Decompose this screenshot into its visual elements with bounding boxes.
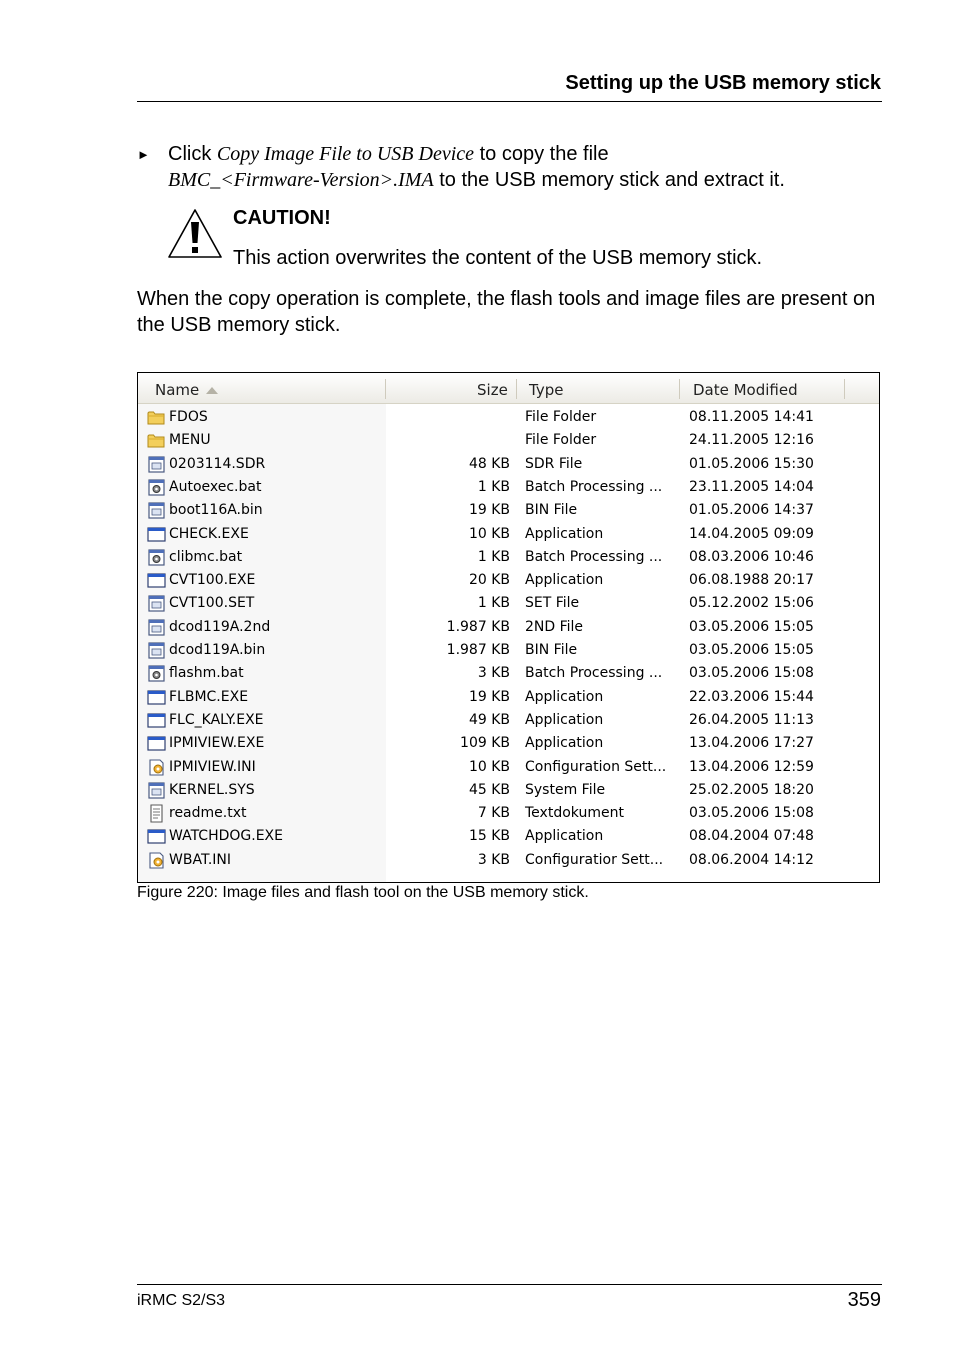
file-type: Application [525, 828, 604, 845]
file-size: 45 KB [468, 781, 510, 798]
file-type: 2ND File [525, 618, 584, 635]
file-date-modified: 26.04.2005 11:13 [689, 711, 814, 728]
file-type: Application [525, 525, 604, 542]
file-date-modified: 23.11.2005 14:04 [689, 478, 814, 495]
column-divider[interactable] [679, 379, 680, 399]
page-number: 359 [847, 1289, 881, 1311]
file-row[interactable] [138, 523, 879, 546]
file-type: File Folder [525, 432, 597, 449]
generic-file-icon [147, 594, 166, 613]
firmware-file-name: BMC_<Firmware-Version>.IMA [168, 169, 434, 191]
file-type: Batch Processing ... [525, 478, 663, 495]
file-name: dcod119A.bin [169, 642, 266, 658]
file-type: BIN File [525, 502, 578, 519]
file-name: FLC_KALY.EXE [169, 711, 264, 728]
file-type: Application [525, 735, 604, 752]
file-type: BIN File [525, 642, 578, 658]
file-row[interactable] [138, 825, 879, 848]
column-header-date-modified[interactable]: Date Modified [693, 381, 798, 399]
file-size: 109 KB [460, 735, 510, 752]
file-size: 48 KB [468, 455, 510, 472]
app-file-icon [147, 688, 166, 707]
file-date-modified: 25.02.2005 18:20 [689, 781, 814, 798]
file-row[interactable] [138, 802, 879, 825]
file-size: 3 KB [477, 851, 510, 868]
file-name: flashm.bat [169, 665, 244, 682]
file-type: SET File [525, 595, 580, 612]
file-date-modified: 13.04.2006 12:59 [689, 758, 814, 775]
file-size: 3 KB [477, 665, 510, 682]
file-date-modified: 13.04.2006 17:27 [689, 735, 814, 752]
file-size: 10 KB [468, 758, 510, 775]
file-size: 1 KB [477, 478, 510, 495]
file-row[interactable] [138, 779, 879, 802]
file-date-modified: 03.05.2006 15:08 [689, 805, 814, 822]
file-row[interactable] [138, 476, 879, 499]
step-end-text: to the USB memory stick and extract it. [439, 169, 785, 191]
file-date-modified: 01.05.2006 15:30 [689, 455, 814, 472]
file-type: Application [525, 572, 604, 589]
file-date-modified: 06.08.1988 20:17 [689, 572, 814, 589]
step-bullet-icon: ► [137, 147, 150, 162]
footer-rule [137, 1284, 882, 1285]
generic-file-icon [147, 641, 166, 660]
batch-file-icon [147, 478, 166, 497]
file-date-modified: 08.11.2005 14:41 [689, 409, 814, 425]
file-row[interactable] [138, 662, 879, 685]
column-header-type[interactable]: Type [529, 381, 564, 399]
file-date-modified: 03.05.2006 15:08 [689, 665, 814, 682]
file-row[interactable] [138, 616, 879, 639]
click-word: Click [168, 143, 212, 165]
column-divider[interactable] [844, 379, 845, 399]
file-size: 19 KB [468, 502, 510, 519]
file-name: dcod119A.2nd [169, 618, 271, 635]
figure-caption: Figure 220: Image files and flash tool on the USB memory stick. [137, 884, 589, 901]
file-explorer-screenshot [137, 372, 880, 883]
folder-file-icon [147, 431, 166, 450]
file-date-modified: 01.05.2006 14:37 [689, 502, 814, 519]
file-type: Configuratior Sett... [525, 851, 664, 868]
file-row[interactable] [138, 756, 879, 779]
file-type: System File [525, 781, 606, 798]
file-size: 49 KB [468, 711, 510, 728]
menu-command: Copy Image File to USB Device [216, 143, 475, 165]
file-size: 1.987 KB [446, 618, 510, 635]
config-file-icon [147, 851, 166, 870]
file-type: SDR File [525, 455, 583, 472]
file-row[interactable] [138, 639, 879, 662]
file-date-modified: 03.05.2006 15:05 [689, 642, 814, 658]
caution-text: This action overwrites the content of the USB memory stick. [233, 247, 763, 269]
file-date-modified: 24.11.2005 12:16 [689, 432, 814, 449]
file-date-modified: 08.06.2004 14:12 [689, 851, 814, 868]
sort-ascending-icon [206, 387, 218, 394]
file-row[interactable] [138, 429, 879, 452]
batch-file-icon [147, 664, 166, 683]
footer-product-name: iRMC S2/S3 [137, 1292, 226, 1309]
file-row[interactable] [138, 453, 879, 476]
file-type: Application [525, 688, 604, 705]
file-name: 0203114.SDR [169, 455, 266, 472]
file-name: FDOS [169, 409, 208, 425]
file-row[interactable] [138, 499, 879, 522]
file-size: 7 KB [477, 805, 510, 822]
file-name: Autoexec.bat [169, 478, 262, 495]
column-header-name[interactable]: Name [155, 381, 200, 399]
file-size: 1 KB [477, 548, 510, 565]
generic-file-icon [147, 455, 166, 474]
folder-file-icon [147, 408, 166, 427]
file-name: CVT100.EXE [169, 572, 256, 589]
running-header: Setting up the USB memory stick [565, 72, 881, 94]
file-name: MENU [169, 432, 211, 449]
text-file-icon [147, 804, 166, 823]
file-size: 15 KB [468, 828, 510, 845]
file-name: CHECK.EXE [169, 525, 249, 542]
file-name: WBAT.INI [169, 851, 232, 868]
file-type: Batch Processing ... [525, 548, 663, 565]
batch-file-icon [147, 548, 166, 567]
file-name: WATCHDOG.EXE [169, 828, 283, 845]
generic-file-icon [147, 618, 166, 637]
file-name: clibmc.bat [169, 548, 243, 565]
file-name: IPMIVIEW.EXE [169, 735, 265, 752]
file-date-modified: 08.04.2004 07:48 [689, 828, 814, 845]
file-size: 19 KB [468, 688, 510, 705]
column-divider[interactable] [385, 379, 386, 399]
body-paragraph: When the copy operation is complete, the flash tools and image files are present on the USB memory stick. [137, 288, 876, 336]
file-row[interactable] [138, 732, 879, 755]
file-row[interactable] [138, 592, 879, 615]
app-file-icon [147, 571, 166, 590]
caution-icon [167, 207, 223, 259]
caution-title: CAUTION! [233, 207, 331, 229]
step-middle-text: to copy the file [479, 143, 609, 165]
file-size: 1.987 KB [446, 642, 510, 658]
file-type: Configuration Sett... [525, 758, 667, 775]
step-text [168, 141, 882, 193]
file-name: KERNEL.SYS [169, 781, 255, 798]
file-row[interactable] [138, 849, 879, 872]
file-name: boot116A.bin [169, 502, 263, 519]
file-row[interactable] [138, 569, 879, 592]
file-size: 20 KB [468, 572, 510, 589]
column-header-size[interactable]: Size [477, 381, 508, 399]
file-date-modified: 14.04.2005 09:09 [689, 525, 814, 542]
file-date-modified: 03.05.2006 15:05 [689, 618, 814, 635]
file-date-modified: 22.03.2006 15:44 [689, 688, 814, 705]
file-type: Textdokument [525, 805, 624, 822]
file-date-modified: 05.12.2002 15:06 [689, 595, 814, 612]
app-file-icon [147, 827, 166, 846]
file-row[interactable] [138, 546, 879, 569]
column-divider[interactable] [516, 379, 517, 399]
file-row[interactable] [138, 406, 879, 429]
file-type: Batch Processing ... [525, 665, 663, 682]
file-size: 10 KB [468, 525, 510, 542]
file-name: FLBMC.EXE [169, 688, 249, 705]
instruction-step [137, 141, 882, 193]
file-row[interactable] [138, 686, 879, 709]
app-file-icon [147, 734, 166, 753]
file-row[interactable] [138, 709, 879, 732]
file-name: CVT100.SET [169, 595, 255, 612]
generic-file-icon [147, 781, 166, 800]
file-size: 1 KB [477, 595, 510, 612]
generic-file-icon [147, 501, 166, 520]
app-file-icon [147, 711, 166, 730]
file-date-modified: 08.03.2006 10:46 [689, 548, 814, 565]
file-type: Application [525, 711, 604, 728]
file-name: readme.txt [169, 805, 247, 822]
app-file-icon [147, 525, 166, 544]
file-type: File Folder [525, 409, 597, 425]
file-name: IPMIVIEW.INI [169, 758, 256, 775]
config-file-icon [147, 758, 166, 777]
header-rule [137, 101, 882, 102]
